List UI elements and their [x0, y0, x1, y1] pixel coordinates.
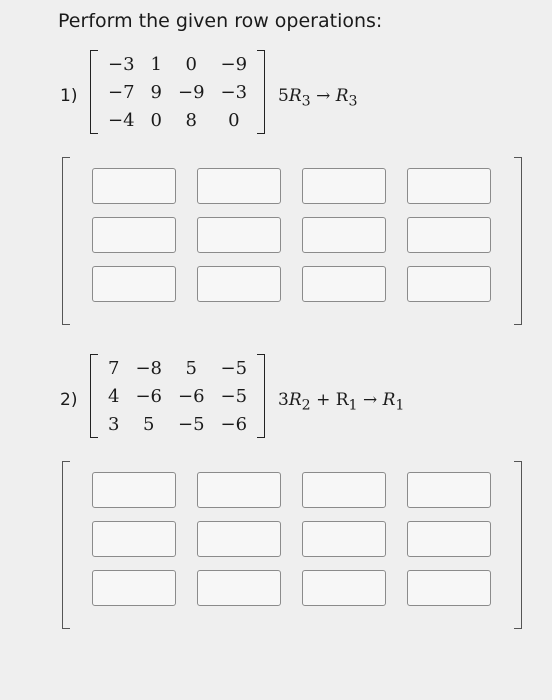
m1-r3c1: −4: [108, 109, 135, 131]
problem-2-answer-grid: [92, 472, 493, 606]
instructions-heading: Perform the given row operations:: [58, 10, 383, 32]
a1-r1c3-input[interactable]: [302, 168, 386, 204]
a1-r2c1-input[interactable]: [92, 217, 176, 253]
m2-r2c3: −6: [178, 385, 205, 407]
a1-r3c2-input[interactable]: [197, 266, 281, 302]
m2-r3c2: 5: [143, 413, 155, 435]
m2-r1c1: 7: [108, 357, 120, 379]
a1-r3c4-input[interactable]: [407, 266, 491, 302]
a1-r2c3-input[interactable]: [302, 217, 386, 253]
m2-r3c4: −6: [220, 413, 248, 435]
a1-r3c1-input[interactable]: [92, 266, 176, 302]
m2-r2c2: −6: [135, 385, 162, 407]
m2-r2c4: −5: [220, 385, 248, 407]
a2-r3c1-input[interactable]: [92, 570, 176, 606]
m2-r3c3: −5: [178, 413, 205, 435]
a2-r3c3-input[interactable]: [302, 570, 386, 606]
problem-1-operation: $5R_3 \to R_3$: [278, 86, 358, 110]
m1-r2c1: −7: [108, 81, 135, 103]
a1-r1c4-input[interactable]: [407, 168, 491, 204]
m2-r3c1: 3: [108, 413, 120, 435]
a2-r1c2-input[interactable]: [197, 472, 281, 508]
m1-r2c2: 9: [150, 81, 162, 103]
a2-r3c2-input[interactable]: [197, 570, 281, 606]
a2-r1c3-input[interactable]: [302, 472, 386, 508]
m2-r1c3: 5: [185, 357, 197, 379]
a2-r2c1-input[interactable]: [92, 521, 176, 557]
m1-r1c3: 0: [185, 53, 197, 75]
a1-r2c4-input[interactable]: [407, 217, 491, 253]
problem-1-answer-grid: [92, 168, 493, 302]
m1-r2c3: −9: [178, 81, 205, 103]
m2-r2c1: 4: [108, 385, 120, 407]
problem-2-operation: $3R_2 + R_1 \to R_1$: [278, 390, 405, 414]
a1-r1c1-input[interactable]: [92, 168, 176, 204]
m1-r2c4: −3: [220, 81, 248, 103]
a2-r3c4-input[interactable]: [407, 570, 491, 606]
m1-r3c3: 8: [185, 109, 197, 131]
m1-r1c1: −3: [108, 53, 135, 75]
a2-r2c3-input[interactable]: [302, 521, 386, 557]
a2-r2c4-input[interactable]: [407, 521, 491, 557]
a1-r3c3-input[interactable]: [302, 266, 386, 302]
m1-r3c2: 0: [150, 109, 162, 131]
a2-r1c1-input[interactable]: [92, 472, 176, 508]
problem-1-matrix: [90, 50, 265, 134]
a2-r2c2-input[interactable]: [197, 521, 281, 557]
a1-r1c2-input[interactable]: [197, 168, 281, 204]
problem-1-number: 1): [60, 86, 78, 106]
a2-r1c4-input[interactable]: [407, 472, 491, 508]
m1-r1c2: 1: [150, 53, 162, 75]
m2-r1c4: −5: [220, 357, 248, 379]
a1-r2c2-input[interactable]: [197, 217, 281, 253]
problem-2-number: 2): [60, 390, 78, 410]
problem-2-matrix: [90, 354, 265, 438]
m2-r1c2: −8: [135, 357, 162, 379]
m1-r1c4: −9: [220, 53, 248, 75]
m1-r3c4: 0: [228, 109, 240, 131]
